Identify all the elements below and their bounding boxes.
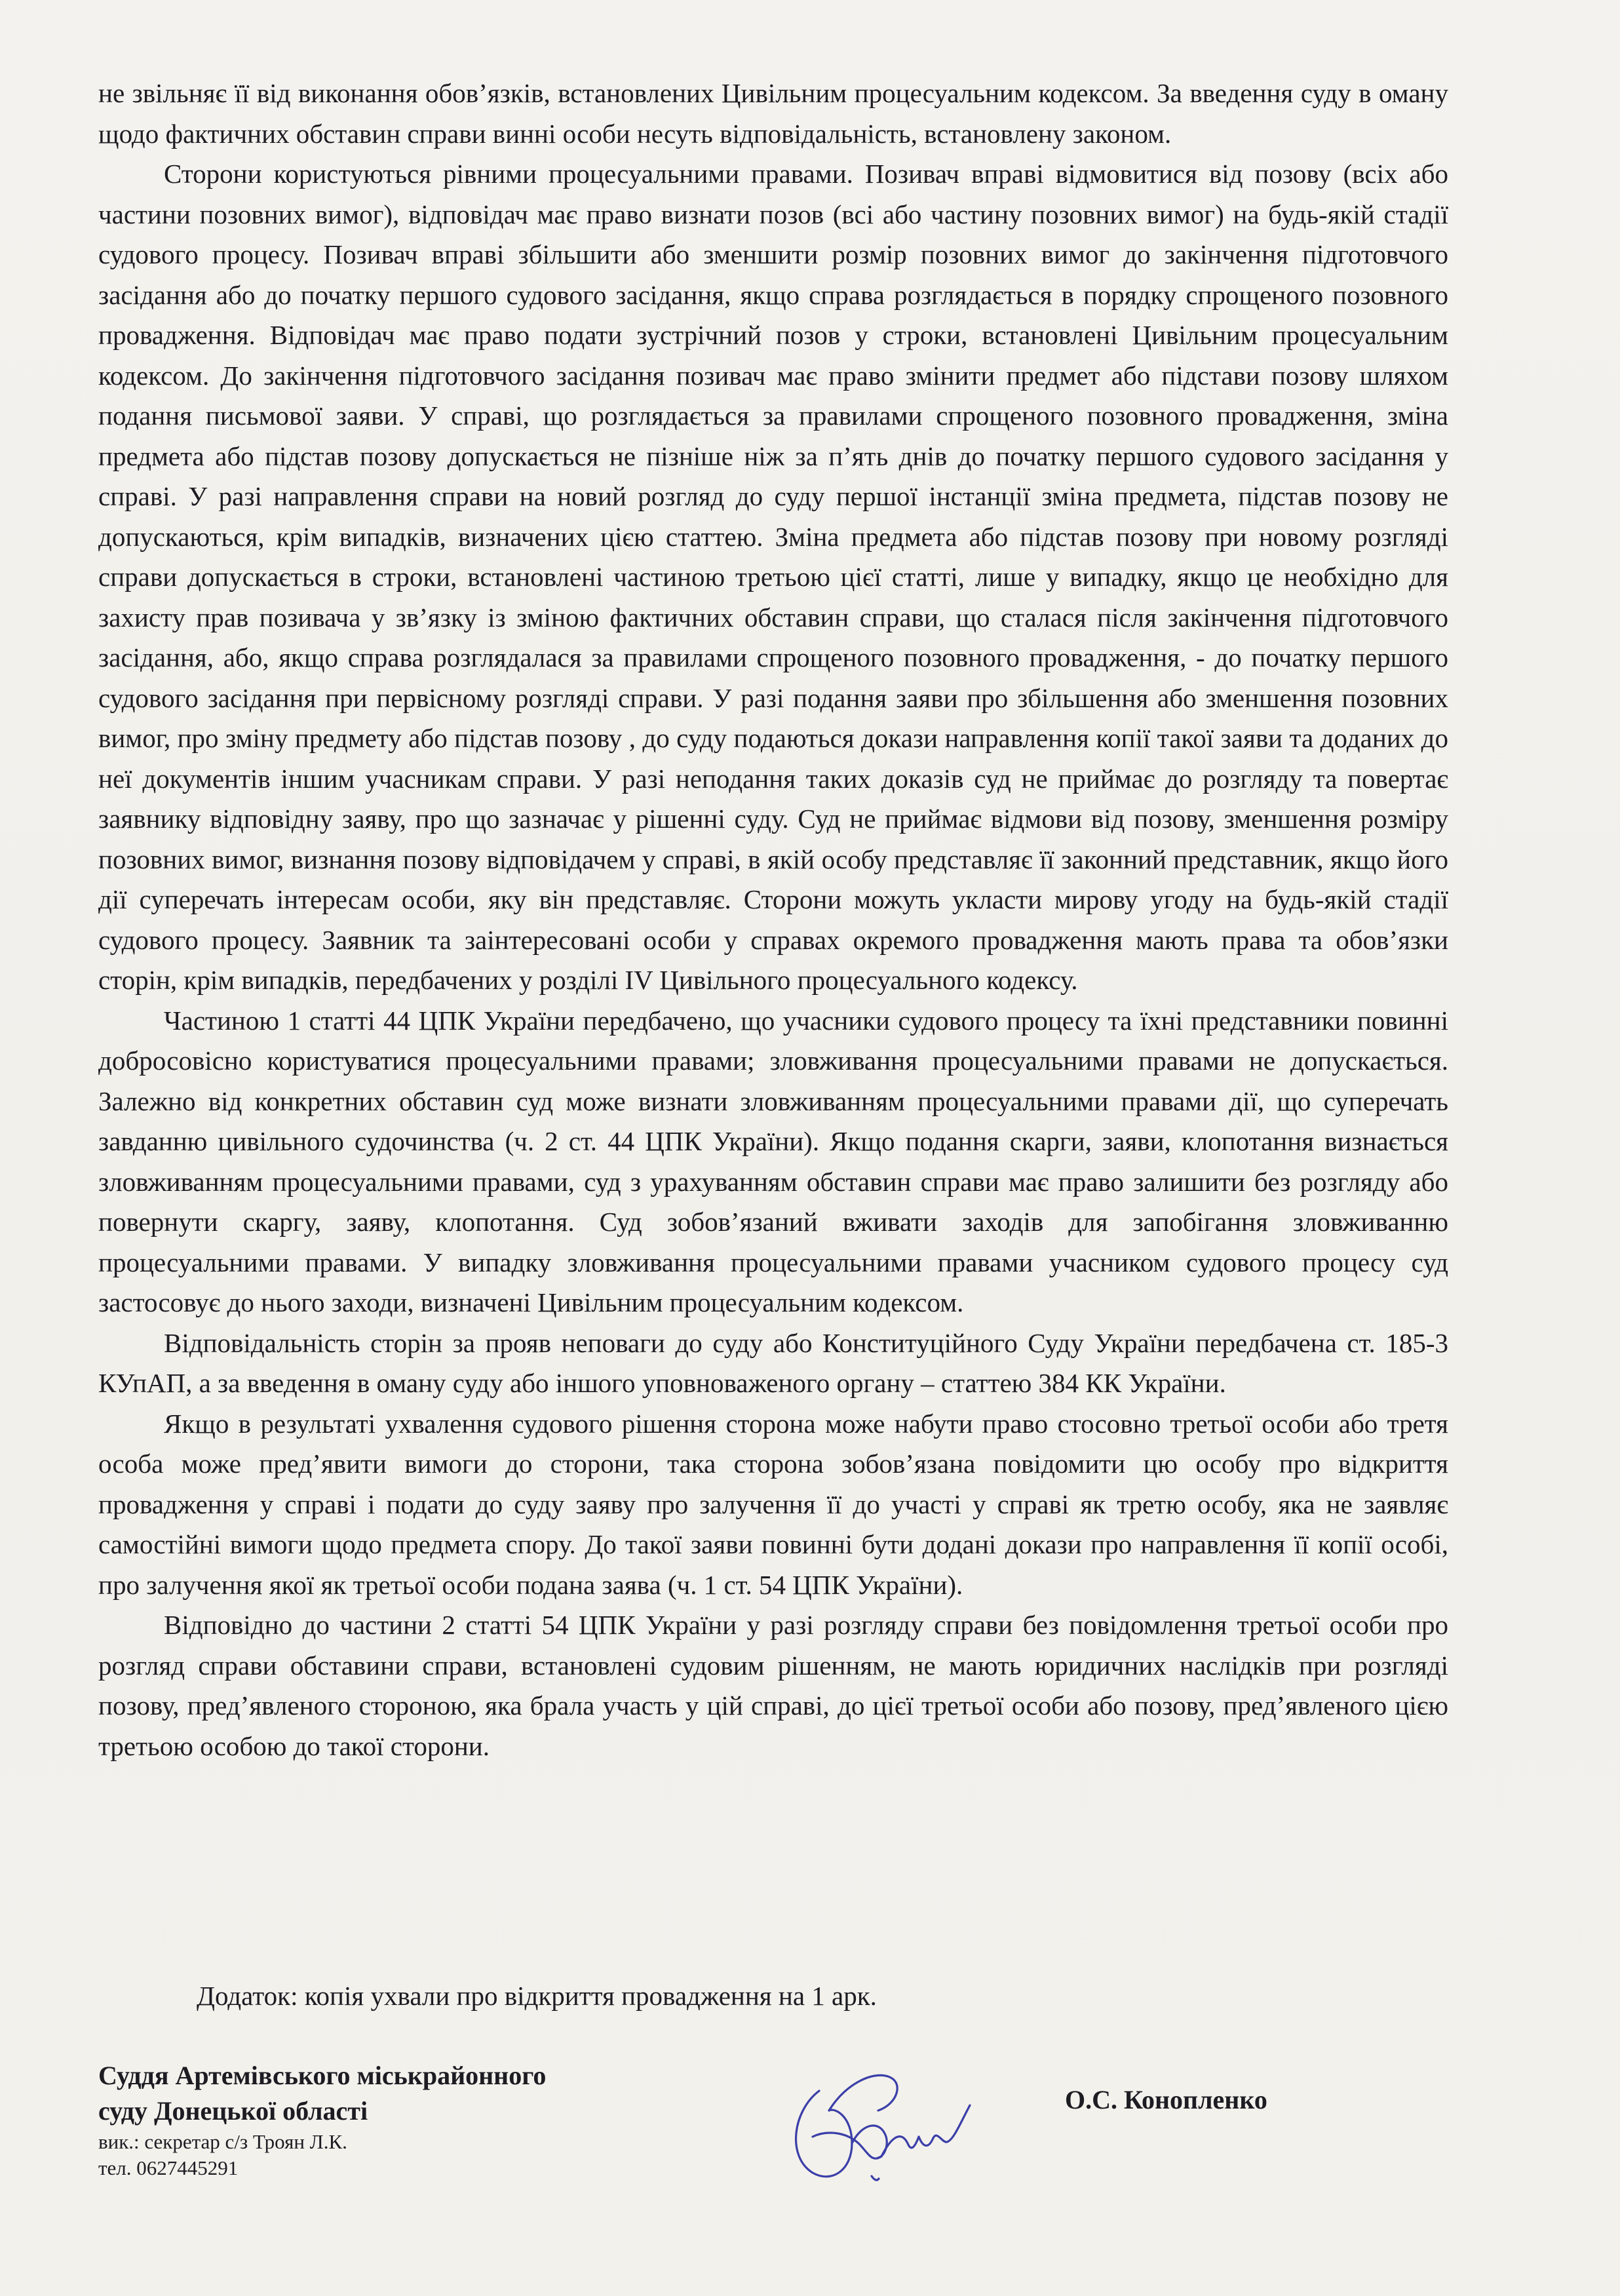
phone-line: тел. 0627445291	[98, 2156, 239, 2179]
paragraph-parties-rights: Сторони користуються рівними процесуальними правами. Позивач вправі відмовитися від позову (всіх або частини позовних вимог), відповідач має право визнати позов (всі або частину позовних вимог) на будь-якій стадії судового процесу. Позивач вправі збільшити або зменшити розмір позовних вимог до закінчення підготовчого засідання або до початку першого судового засідання, якщо справа розглядається в порядку спрощеного позовного провадження. Відповідач має право подати зустрічний позов у строки, встановлені Цивільним процесуальним кодексом. До закінчення підготовчого засідання позивач має право змінити предмет або підстави позову шляхом подання письмової заяви. У справі, що розглядається за правилами спрощеного позовного провадження, зміна предмета або підстав позову допускається не пізніше ніж за п’ять днів до початку першого судового засідання у справі. У разі направлення справи на новий розгляд до суду першої інстанції зміна предмета, підстав позову не допускаються, крім випадків, визначених цією статтею. Зміна предмета або підстав позову при новому розгляді справи допускається в строки, встановлені частиною третьою цієї статті, лише у випадку, якщо це необхідно для захисту прав позивача у зв’язку із зміною фактичних обставин справи, що сталася після закінчення підготовчого засідання, або, якщо справа розглядалася за правилами спрощеного позовного провадження, - до початку першого судового засідання при первісному розгляді справи. У разі подання заяви про збільшення або зменшення позовних вимог, про зміну предмету або підстав позову , до суду подаються докази направлення копії такої заяви та доданих до неї документів іншим учасникам справи. У разі неподання таких доказів суд не приймає до розгляду та повертає заявнику відповідну заяву, про що зазначає у рішенні суду. Суд не приймає відмови від позову, зменшення розміру позовних вимог, визнання позову відповідачем у справі, в якій особу представляє її законний представник, якщо його дії суперечать інтересам особи, яку він представляє. Сторони можуть укласти мирову угоду на будь-якій стадії судового процесу. Заявник та заінтересовані особи у справах окремого провадження мають права та обов’язки сторін, крім випадків, передбачених у розділі IV Цивільного процесуального кодексу.	[98, 159, 1448, 995]
addendum-note: Додаток: копія ухвали про відкриття провадження на 1 арк.	[197, 1981, 877, 2011]
executor-line: вик.: секретар с/з Троян Л.К.	[98, 2130, 347, 2153]
paragraph-third-party: Якщо в результаті ухвалення судового рішення сторона може набути право стосовно третьої особи або третя особа може пред’явити вимоги до сторони, така сторона зобов’язана повідомити цю особу про відкриття провадження у справі і подати до суду заяву про залучення її до участі у справі як третю особу, яка не заявляє самостійні вимоги щодо предмета спору. До такої заяви повинні бути додані докази про направлення її копії особі, про залучення якої як третьої особи подана заява (ч. 1 ст. 54 ЦПК України).	[98, 1408, 1448, 1600]
paragraph-liability: Відповідальність сторін за прояв неповаги до суду або Конституційного Суду України передбачена ст. 185-3 КУпАП, а за введення в оману суду або іншого уповноваженого органу – статтею 384 КК України.	[98, 1327, 1448, 1398]
signature-block	[98, 2058, 546, 2181]
paragraph-continuation: не звільняє її від виконання обов’язків, встановлених Цивільним процесуальним кодексом. За введення суду в оману щодо фактичних обставин справи винні особи несуть відповідальність, встановлену законом.	[98, 78, 1448, 149]
judge-title-line-2: суду Донецької області	[98, 2096, 368, 2126]
paragraph-abuse-of-rights: Частиною 1 статті 44 ЦПК України передбачено, що учасники судового процесу та їхні представники повинні добросовісно користуватися процесуальними правами; зловживання процесуальними правами не допускається. Залежно від конкретних обставин суд може визнати зловживанням процесуальними правами дії, що суперечать завданню цивільного судочинства (ч. 2 ст. 44 ЦПК України). Якщо подання скарги, заяви, клопотання визнається зловживанням процесуальними правами, суд з урахуванням обставин справи має право залишити без розгляду або повернути скаргу, заяву, клопотання. Суд зобов’язаний вживати заходів для запобігання зловживанню процесуальними правами. У випадку зловживання процесуальними правами учасником судового процесу суд застосовує до нього заходи, визначені Цивільним процесуальним кодексом.	[98, 1005, 1448, 1317]
handwritten-signature	[773, 2045, 996, 2202]
paragraph-third-party-consequences: Відповідно до частини 2 статті 54 ЦПК України у разі розгляду справи без повідомлення третьої особи про розгляд справи обставини справи, встановлені судовим рішенням, не мають юридичних наслідків при розгляді позову, пред’явленого стороною, яка брала участь у цій справі, до цієї третьої особи або позову, пред’явленого цією третьою особою до такої сторони.	[98, 1610, 1448, 1761]
judge-title-line-1: Суддя Артемівського міськрайонного	[98, 2061, 547, 2090]
judge-name: О.С. Конопленко	[1065, 2085, 1267, 2114]
document-body	[98, 73, 1448, 1766]
